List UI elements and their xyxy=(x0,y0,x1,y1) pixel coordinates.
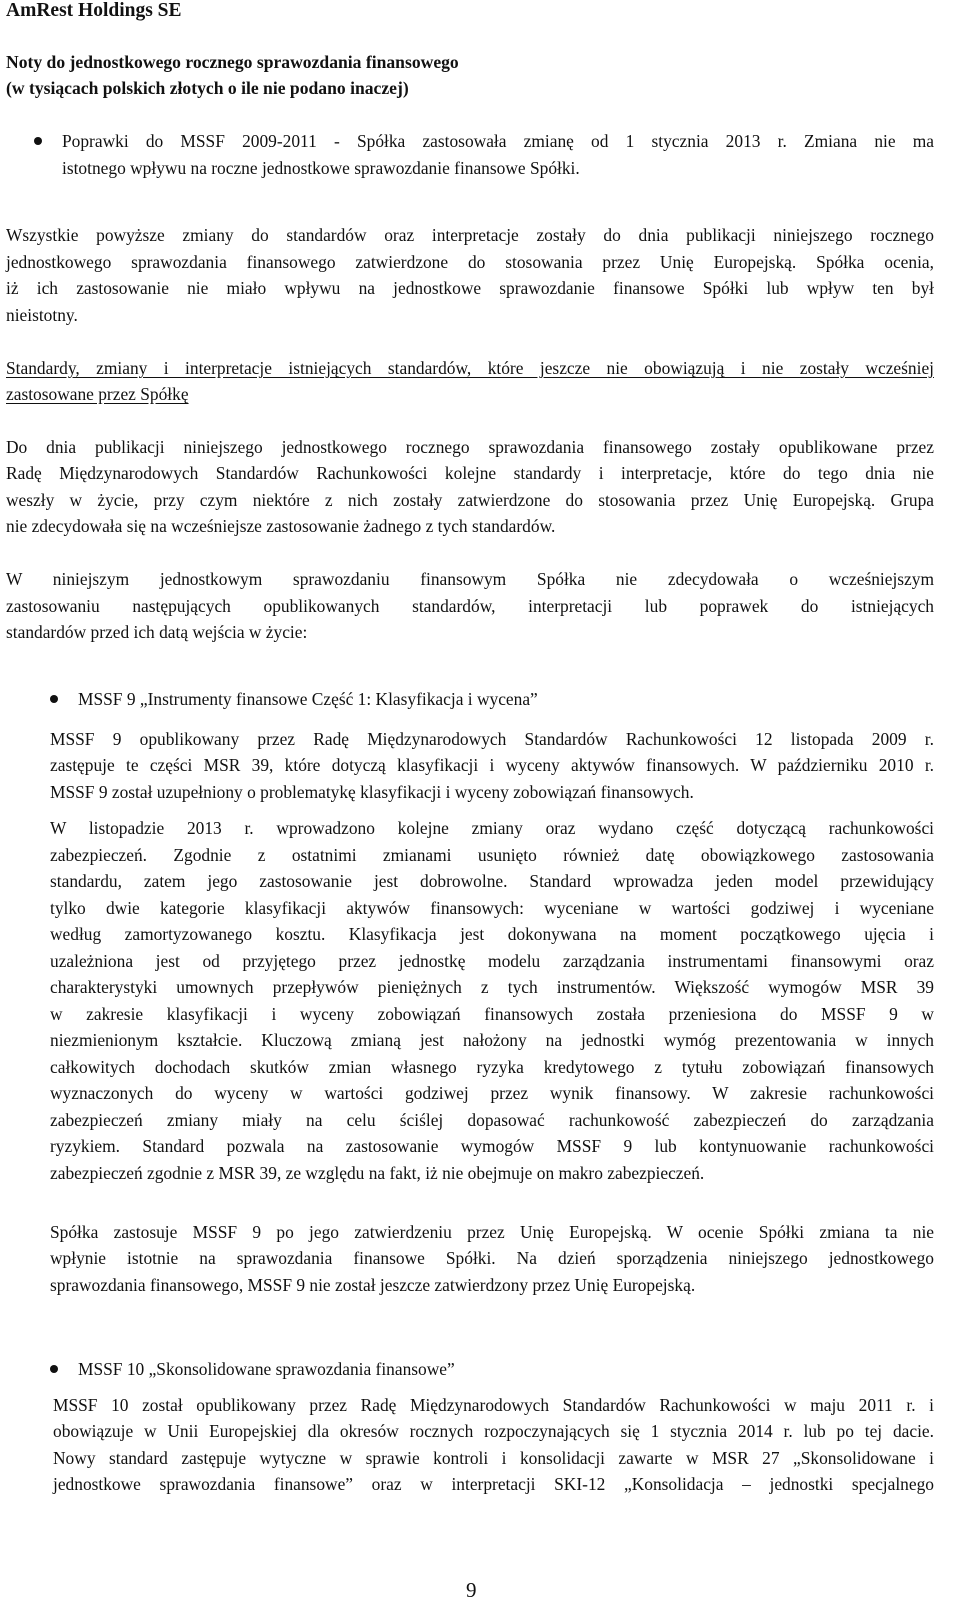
notes-subtitle: (w tysiącach polskich złotych o ile nie podano inaczej) xyxy=(6,78,409,98)
para-decision-line-3: standardów przed ich datą wejścia w życie: xyxy=(6,622,308,642)
mssf9-p1-line: MSSF 9 został uzupełniony o problematykę klasyfikacji i wyceny zobowiązań finansowych. xyxy=(50,782,694,802)
mssf9-p2-line: tylko dwie kategorie klasyfikacji aktywów finansowych: wyceniane w wartości godziwej i wyceniane xyxy=(50,898,934,918)
mssf10-title: MSSF 10 „Skonsolidowane sprawozdania finansowe” xyxy=(78,1359,455,1379)
para-publication-line-4: nie zdecydowała się na wcześniejsze zastosowanie żadnego z tych standardów. xyxy=(6,516,556,536)
mssf9-title: MSSF 9 „Instrumenty finansowe Część 1: Klasyfikacja i wycena” xyxy=(78,689,538,709)
mssf9-p2-line: W listopadzie 2013 r. wprowadzono kolejne zmiany oraz wydano część dotyczącą rachunkowości xyxy=(50,818,934,838)
bullet-icon xyxy=(50,695,58,703)
company-name: AmRest Holdings SE xyxy=(6,0,182,21)
para-decision-line-2: zastosowaniu następujących opublikowanych standardów, interpretacji lub poprawek do istniejących xyxy=(6,596,934,616)
para-publication-line-3: weszły w życie, przy czym niektóre z nich zostały zatwierdzone do stosowania przez Unię Europejską. Grupa xyxy=(6,490,934,510)
mssf9-p2-line: uzależniona jest od przyjętego przez jednostkę modelu zarządzania instrumentami finansowymi oraz xyxy=(50,951,934,971)
para-all-changes-line-3: iż ich zastosowanie nie miało wpływu na jednostkowe sprawozdanie finansowe Spółki lub wpływ ten był xyxy=(6,278,934,298)
mssf9-p2-line: w zakresie klasyfikacji i wyceny zobowiązań finansowych została przeniesiona do MSSF 9 w xyxy=(50,1004,934,1024)
para-all-changes-line-1: Wszystkie powyższe zmiany do standardów oraz interpretacje zostały do dnia publikacji niniejszego rocznego xyxy=(6,225,934,245)
mssf9-p2-line: standardu, zatem jego zastosowanie jest dobrowolne. Standard wprowadza jeden model przewidujący xyxy=(50,871,934,891)
mssf9-p2-line: zabezpieczeń. Zgodnie z ostatnimi zmianami usunięto również datę obowiązkowego zastosowania xyxy=(50,845,934,865)
bullet-icon xyxy=(34,137,42,145)
mssf9-p2-line: wyznaczonych do wyceny w wartości godziwej przez wynik finansowy. W zakresie rachunkowości xyxy=(50,1083,934,1103)
mssf9-p2-line: całkowitych dochodach skutków zmian własnego ryzyka kredytowego z tytułu zobowiązań finansowych xyxy=(50,1057,934,1077)
mssf9-p1-line: zastępuje te części MSR 39, które dotyczą klasyfikacji i wyceny aktywów finansowych. W październiku 2010 r. xyxy=(50,755,934,775)
mssf9-p2-line: charakterystyki umownych przepływów pieniężnych z tych instrumentów. Większość wymogów MSR 39 xyxy=(50,977,934,997)
mssf9-p2-line: zabezpieczeń zmiany miały na celu ściślej dopasować rachunkowość zabezpieczeń do zarządzania xyxy=(50,1110,934,1130)
para-publication-line-1: Do dnia publikacji niniejszego jednostkowego rocznego sprawozdania finansowego zostały opublikowane przez xyxy=(6,437,934,457)
section-heading-line-2: zastosowane przez Spółkę xyxy=(6,384,189,404)
intro-bullet-line-1: Poprawki do MSSF 2009-2011 - Spółka zastosowała zmianę od 1 stycznia 2013 r. Zmiana nie ma xyxy=(62,131,934,151)
intro-bullet-line-2: istotnego wpływu na roczne jednostkowe sprawozdanie finansowe Spółki. xyxy=(62,158,580,178)
para-all-changes-line-4: nieistotny. xyxy=(6,305,78,325)
mssf9-p3-line: Spółka zastosuje MSSF 9 po jego zatwierdzeniu przez Unię Europejską. W ocenie Spółki zmiana ta nie xyxy=(50,1222,934,1242)
section-heading-line-1: Standardy, zmiany i interpretacje istniejących standardów, które jeszcze nie obowiązują i nie zostały wcześniej xyxy=(6,358,934,378)
mssf9-p3-line: wpłynie istotnie na sprawozdania finansowe Spółki. Na dzień sporządzenia niniejszego jednostkowego xyxy=(50,1248,934,1268)
mssf10-p1-line: Nowy standard zastępuje wytyczne w sprawie kontroli i konsolidacji zawarte w MSR 27 „Skonsolidowane i xyxy=(53,1448,934,1468)
notes-title: Noty do jednostkowego rocznego sprawozdania finansowego xyxy=(6,52,459,72)
mssf10-p1-line: obowiązuje w Unii Europejskiej dla okresów rocznych rozpoczynających się 1 stycznia 2014 r. lub po tej dacie. xyxy=(53,1421,934,1441)
mssf9-p2-line: ryzykiem. Standard pozwala na zastosowanie wymogów MSSF 9 lub kontynuowanie rachunkowości xyxy=(50,1136,934,1156)
para-all-changes-line-2: jednostkowego sprawozdania finansowego zatwierdzone do stosowania przez Unię Europejską. Spółka ocenia, xyxy=(6,252,934,272)
mssf9-p2-line: według zamortyzowanego kosztu. Klasyfikacja jest dokonywana na moment początkowego ujęcia i xyxy=(50,924,934,944)
mssf9-p2-line: niezmienionym kształcie. Kluczową zmianą jest nałożony na jednostki wymóg prezentowania w innych xyxy=(50,1030,934,1050)
para-decision-line-1: W niniejszym jednostkowym sprawozdaniu finansowym Spółka nie zdecydowała o wcześniejszym xyxy=(6,569,934,589)
mssf9-p3-line: sprawozdania finansowego, MSSF 9 nie został jeszcze zatwierdzony przez Unię Europejską. xyxy=(50,1275,696,1295)
mssf9-p2-line: zabezpieczeń zgodnie z MSR 39, ze względu na fakt, iż nie obejmuje on makro zabezpieczeń. xyxy=(50,1163,705,1183)
mssf10-p1-line: MSSF 10 został opublikowany przez Radę Międzynarodowych Standardów Rachunkowości w maju 2011 r. i xyxy=(53,1395,934,1415)
page-number: 9 xyxy=(466,1578,477,1602)
para-publication-line-2: Radę Międzynarodowych Standardów Rachunkowości kolejne standardy i interpretacje, które do tego dnia nie xyxy=(6,463,934,483)
mssf9-p1-line: MSSF 9 opublikowany przez Radę Międzynarodowych Standardów Rachunkowości 12 listopada 2009 r. xyxy=(50,729,934,749)
mssf10-p1-line: jednostkowe sprawozdania finansowe” oraz w interpretacji SKI-12 „Konsolidacja – jednostki specjalnego xyxy=(53,1474,934,1494)
bullet-icon xyxy=(50,1365,58,1373)
